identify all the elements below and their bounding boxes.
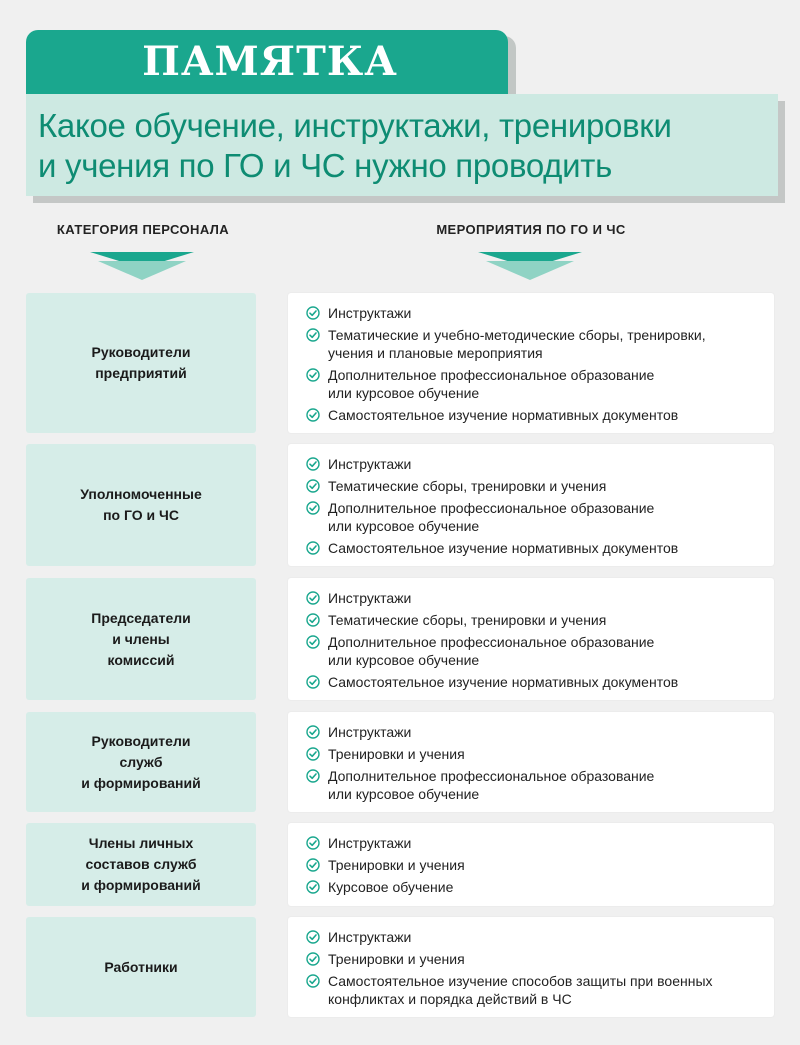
activities-cell (288, 578, 774, 700)
down-arrow-icon-left (90, 252, 194, 282)
check-circle-icon (306, 613, 320, 627)
check-circle-icon (306, 747, 320, 761)
check-circle-icon (306, 368, 320, 382)
activity-text: Инструктажи (328, 835, 412, 851)
subtitle-line-1: Какое обучение, инструктажи, тренировки (38, 107, 672, 144)
list-item (306, 767, 764, 803)
check-circle-icon (306, 725, 320, 739)
list-item (306, 834, 764, 852)
check-circle-icon (306, 328, 320, 342)
activity-text: Тренировки и учения (328, 746, 465, 762)
category-label: Руководители служб и формирований (81, 732, 201, 791)
activity-text: Инструктажи (328, 929, 412, 945)
list-item (306, 878, 764, 896)
activities-cell (288, 823, 774, 906)
subtitle (38, 106, 772, 186)
check-circle-icon (306, 769, 320, 783)
activity-text: Тренировки и учения (328, 857, 465, 873)
activity-text: Тематические сборы, тренировки и учения (328, 478, 607, 494)
page-title: ПАМЯТКА (142, 38, 398, 85)
activity-text: Дополнительное профессиональное образование или курсовое обучение (328, 500, 655, 534)
list-item (306, 745, 764, 763)
category-label: Члены личных составов служб и формирований (81, 835, 201, 893)
check-circle-icon (306, 952, 320, 966)
check-circle-icon (306, 479, 320, 493)
check-circle-icon (306, 501, 320, 515)
activity-text: Дополнительное профессиональное образование или курсовое обучение (328, 634, 655, 668)
category-cell (26, 917, 256, 1017)
check-circle-icon (306, 408, 320, 422)
subtitle-line-2: и учения по ГО и ЧС нужно проводить (38, 147, 612, 184)
activity-text: Самостоятельное изучение способов защиты при военных конфликтах и порядка действий в ЧС (328, 973, 713, 1007)
activity-text: Тематические и учебно-методические сборы, тренировки, учения и плановые мероприятия (328, 327, 706, 361)
activity-text: Тренировки и учения (328, 951, 465, 967)
column-header-activities: МЕРОПРИЯТИЯ ПО ГО И ЧС (436, 222, 626, 237)
activity-text: Дополнительное профессиональное образование или курсовое обучение (328, 768, 655, 802)
list-item (306, 499, 764, 535)
list-item (306, 633, 764, 669)
check-circle-icon (306, 635, 320, 649)
activity-text: Инструктажи (328, 724, 412, 740)
activity-text: Самостоятельное изучение нормативных документов (328, 674, 679, 690)
list-item (306, 304, 764, 322)
activity-text: Тематические сборы, тренировки и учения (328, 612, 607, 628)
list-item (306, 928, 764, 946)
check-circle-icon (306, 675, 320, 689)
list-item (306, 477, 764, 495)
table-row (0, 917, 800, 1017)
list-item (306, 856, 764, 874)
table-row (0, 712, 800, 812)
list-item (306, 950, 764, 968)
check-circle-icon (306, 836, 320, 850)
activity-text: Инструктажи (328, 590, 412, 606)
category-label: Председатели и члены комиссий (91, 609, 191, 668)
title-banner (26, 30, 508, 94)
check-circle-icon (306, 541, 320, 555)
activity-text: Дополнительное профессиональное образование или курсовое обучение (328, 367, 655, 401)
list-item (306, 366, 764, 402)
list-item (306, 539, 764, 557)
down-arrow-icon-right (478, 252, 582, 282)
list-item (306, 723, 764, 741)
check-circle-icon (306, 930, 320, 944)
activity-text: Инструктажи (328, 456, 412, 472)
category-label: Уполномоченные по ГО и ЧС (80, 486, 202, 523)
list-item (306, 406, 764, 424)
list-item (306, 611, 764, 629)
check-circle-icon (306, 591, 320, 605)
list-item (306, 326, 764, 362)
table-row (0, 823, 800, 906)
table-row (0, 578, 800, 700)
activity-text: Самостоятельное изучение нормативных документов (328, 540, 679, 556)
activities-cell (288, 712, 774, 812)
activities-cell (288, 293, 774, 433)
category-cell (26, 712, 256, 812)
subtitle-box (26, 94, 778, 196)
list-item (306, 455, 764, 473)
activities-cell (288, 917, 774, 1017)
list-item (306, 589, 764, 607)
list-item (306, 673, 764, 691)
check-circle-icon (306, 858, 320, 872)
check-circle-icon (306, 306, 320, 320)
activity-text: Инструктажи (328, 305, 412, 321)
category-label: Работники (104, 958, 178, 975)
table-row (0, 444, 800, 566)
category-cell (26, 823, 256, 906)
activities-cell (288, 444, 774, 566)
table-row (0, 293, 800, 433)
check-circle-icon (306, 974, 320, 988)
category-cell (26, 578, 256, 700)
column-header-category: КАТЕГОРИЯ ПЕРСОНАЛА (56, 222, 230, 237)
activity-text: Курсовое обучение (328, 879, 454, 895)
category-cell (26, 444, 256, 566)
category-label: Руководители предприятий (91, 344, 191, 381)
list-item (306, 972, 764, 1008)
activity-text: Самостоятельное изучение нормативных документов (328, 407, 679, 423)
category-cell (26, 293, 256, 433)
check-circle-icon (306, 880, 320, 894)
check-circle-icon (306, 457, 320, 471)
